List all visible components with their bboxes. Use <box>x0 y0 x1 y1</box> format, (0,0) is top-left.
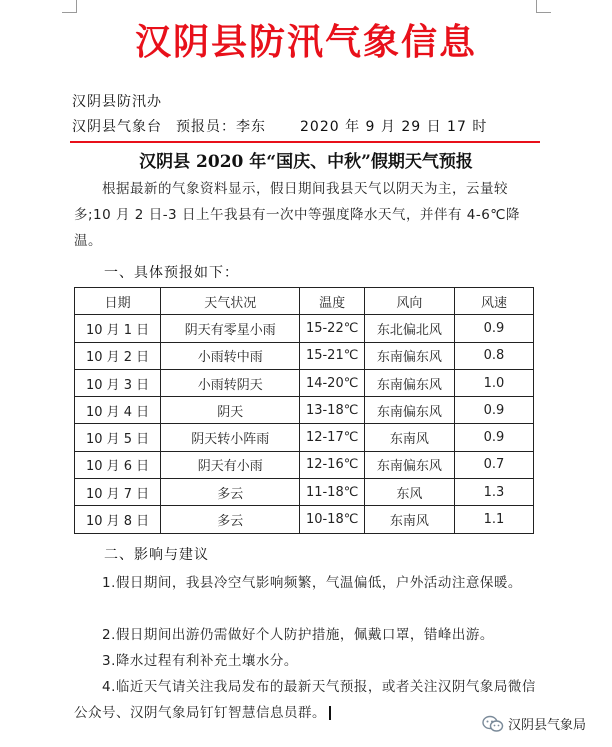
cell-wind-direction: 东南偏东风 <box>364 342 454 369</box>
cell-wind-direction: 东风 <box>364 479 454 506</box>
suggestion-text: 4.临近天气请关注我局发布的最新天气预报，或者关注汉阴气象局微信公众号、汉阴气象局钉钉智慧信息员群。 <box>74 679 536 721</box>
issuer-office <box>72 91 162 111</box>
column-header-date: 日期 <box>75 288 161 315</box>
table-row <box>75 342 534 369</box>
cell-date: 10 月 2 日 <box>75 342 161 369</box>
cell-condition: 小雨转阴天 <box>161 369 300 396</box>
cell-date: 10 月 3 日 <box>75 369 161 396</box>
section-heading-impact: 二、影响与建议 <box>104 547 209 563</box>
cell-temperature: 13-18℃ <box>300 397 365 424</box>
cell-wind-direction: 东北偏北风 <box>364 315 454 342</box>
cell-date: 10 月 7 日 <box>75 479 161 506</box>
cell-wind-direction: 东南风 <box>364 424 454 451</box>
cell-wind-speed: 0.8 <box>454 342 533 369</box>
cell-wind-speed: 0.9 <box>454 397 533 424</box>
cell-wind-direction: 东南风 <box>364 506 454 533</box>
forecaster-label: 预报员：李东 <box>176 119 266 135</box>
cell-wind-speed: 1.0 <box>454 369 533 396</box>
text-cursor <box>329 706 331 720</box>
cell-date: 10 月 8 日 <box>75 506 161 533</box>
watermark <box>478 712 592 735</box>
issuer-line <box>72 116 487 136</box>
wechat-official-account-icon <box>482 715 504 733</box>
column-header-wind-direction: 风向 <box>364 288 454 315</box>
suggestion-item <box>74 674 536 726</box>
cell-temperature: 11-18℃ <box>300 479 365 506</box>
cell-wind-speed: 0.9 <box>454 315 533 342</box>
table-row <box>75 424 534 451</box>
column-header-temperature: 温度 <box>300 288 365 315</box>
column-header-condition: 天气状况 <box>161 288 300 315</box>
cell-condition: 阴天有小雨 <box>161 451 300 478</box>
cell-wind-direction: 东南偏东风 <box>364 451 454 478</box>
cell-condition: 阴天有零星小雨 <box>161 315 300 342</box>
cell-condition: 多云 <box>161 506 300 533</box>
cell-wind-speed: 0.9 <box>454 424 533 451</box>
table-row <box>75 315 534 342</box>
issue-time: 2020 年 9 月 29 日 17 时 <box>300 119 488 135</box>
intro-paragraph: 根据最新的气象资料显示，假日期间我县天气以阴天为主，云量较多;10 月 2 日-3 日上午我县有一次中等强度降水天气，并伴有 4-6℃降温。 <box>74 181 520 249</box>
cell-condition: 多云 <box>161 479 300 506</box>
cell-wind-direction: 东南偏东风 <box>364 397 454 424</box>
issuer-station-name: 汉阴县气象台 <box>72 119 162 135</box>
red-divider-rule <box>70 141 540 143</box>
cell-wind-speed: 0.7 <box>454 451 533 478</box>
crop-mark-top-left <box>62 0 77 13</box>
cell-wind-direction: 东南偏东风 <box>364 369 454 396</box>
table-row <box>75 479 534 506</box>
cell-temperature: 12-16℃ <box>300 451 365 478</box>
forecast-table <box>74 287 534 534</box>
cell-condition: 小雨转中雨 <box>161 342 300 369</box>
table-header-row <box>75 288 534 315</box>
cell-date: 10 月 4 日 <box>75 397 161 424</box>
cell-condition: 阴天转小阵雨 <box>161 424 300 451</box>
crop-mark-top-right <box>536 0 551 13</box>
cell-temperature: 15-22℃ <box>300 315 365 342</box>
table-row <box>75 506 534 533</box>
cell-wind-speed: 1.3 <box>454 479 533 506</box>
table-row <box>75 369 534 396</box>
cell-temperature: 12-17℃ <box>300 424 365 451</box>
watermark-label: 汉阴县气象局 <box>508 718 587 733</box>
suggestion-item: 2.假日期间出游仍需做好个人防护措施，佩戴口罩，错峰出游。 <box>102 627 494 643</box>
cell-temperature: 14-20℃ <box>300 369 365 396</box>
cell-temperature: 15-21℃ <box>300 342 365 369</box>
table-row <box>75 397 534 424</box>
cell-date: 10 月 5 日 <box>75 424 161 451</box>
section-heading-forecast: 一、具体预报如下： <box>104 265 239 281</box>
cell-temperature: 10-18℃ <box>300 506 365 533</box>
cell-date: 10 月 1 日 <box>75 315 161 342</box>
cell-date: 10 月 6 日 <box>75 451 161 478</box>
suggestion-item: 1.假日期间，我县冷空气影响频繁，气温偏低，户外活动注意保暖。 <box>102 575 522 591</box>
cell-wind-speed: 1.1 <box>454 506 533 533</box>
document-title: 汉阴县防汛气象信息 <box>134 22 477 63</box>
cell-condition: 阴天 <box>161 397 300 424</box>
suggestion-item: 3.降水过程有利补充土壤水分。 <box>102 653 298 669</box>
table-row <box>75 451 534 478</box>
forecast-subtitle: 汉阴县 2020 年“国庆、中秋”假期天气预报 <box>139 152 473 172</box>
column-header-wind-speed: 风速 <box>454 288 533 315</box>
issuer-office-name: 汉阴县防汛办 <box>72 94 162 110</box>
